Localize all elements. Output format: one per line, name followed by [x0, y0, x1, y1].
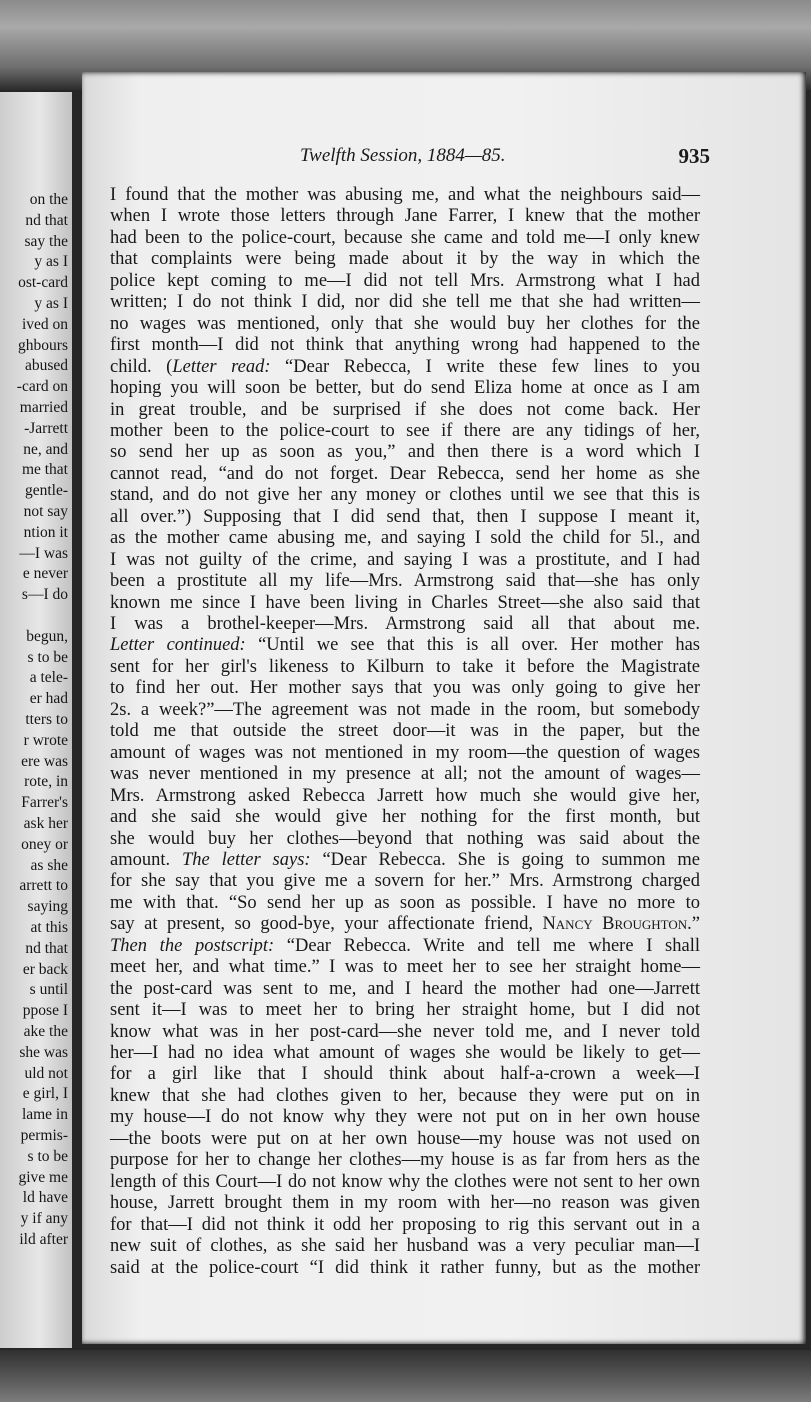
italic-phrase: Then the postscript: — [110, 935, 275, 956]
text-run: sent for her girl's likeness to Kilburn to take it before the Magistrate — [110, 656, 700, 677]
text-line — [110, 507, 700, 529]
left-page-line: ere was — [21, 752, 68, 770]
text-line — [110, 957, 700, 979]
text-run: I was a brothel-keeper—Mrs. Armstrong said all that about me. — [110, 614, 700, 634]
left-page-line: oney or — [21, 835, 68, 853]
left-page-line: rote, in — [24, 773, 68, 791]
left-page-line: uld not — [24, 1064, 68, 1082]
text-line — [110, 464, 700, 486]
text-run: “Dear Rebecca. She is going to summon me — [310, 849, 700, 870]
text-run: “Dear Rebecca. Write and tell me where I shall — [274, 935, 700, 956]
text-run: so send her up as soon as you,” and then there is a word which I — [110, 442, 700, 463]
text-line — [110, 1172, 700, 1194]
text-run: that complaints were being made about it by the way in which the — [110, 249, 700, 270]
text-run: written; I do not think I did, nor did she tell me that she had written— — [110, 292, 700, 313]
left-page-line: y as I — [34, 295, 68, 312]
left-page-line: at this — [30, 919, 68, 936]
text-line — [110, 786, 700, 808]
text-line — [110, 893, 700, 915]
left-page-line: e girl, I — [22, 1085, 68, 1103]
left-page-line: s until — [29, 981, 68, 999]
left-page-line: ost-card — [18, 274, 68, 292]
text-run: and she said she would give her nothing for the first month, but — [110, 807, 700, 828]
page-number: 935 — [678, 144, 710, 168]
left-page-line: abused — [24, 357, 68, 375]
left-page-line: er back — [22, 960, 68, 978]
left-page-line: ghbours — [18, 336, 68, 354]
text-line — [110, 1150, 700, 1172]
text-line — [110, 1107, 700, 1129]
text-run: in great trouble, and be surprised if she does not come back. Her — [110, 399, 700, 420]
text-run: mother been to the police-court to see if there are any tidings of her, — [110, 420, 700, 441]
italic-phrase: Letter continued: — [110, 635, 246, 656]
text-run: for a girl like that I should think about half-a-crown a week—I — [110, 1064, 700, 1085]
text-run: I found that the mother was abusing me, and what the neighbours said— — [110, 185, 700, 205]
signature-name: Nancy Broughton — [542, 914, 688, 935]
text-line — [110, 1215, 700, 1237]
text-run: for that—I did not think it odd her proposing to rig this servant out in a — [110, 1214, 700, 1235]
text-run: known me since I have been living in Charles Street—she also said that — [110, 592, 700, 613]
text-run: meet her, and what time.” I was to meet her to see her straight home— — [110, 957, 700, 978]
text-run: amount. — [110, 849, 182, 870]
text-line — [110, 700, 700, 722]
text-line — [110, 1043, 700, 1065]
left-page-line: ask her — [23, 815, 68, 832]
left-page-line: ntion it — [23, 523, 68, 541]
text-line — [110, 1000, 700, 1022]
text-line — [110, 914, 700, 936]
left-page-line: not say — [23, 503, 68, 520]
text-line — [110, 743, 700, 765]
text-run: as the mother came abusing me, and saying I sold the child for 5l., and — [110, 528, 700, 549]
text-run: been a prostitute all my life—Mrs. Armstrong said that—she has only — [110, 571, 700, 592]
text-line — [110, 614, 700, 636]
left-page-line: Farrer's — [21, 794, 68, 812]
left-page-line: s—I do — [21, 586, 68, 604]
text-line — [110, 936, 700, 958]
text-line — [110, 378, 700, 400]
text-line — [110, 979, 700, 1001]
left-page-line: permis- — [20, 1127, 68, 1144]
left-page-line: ne, and — [23, 440, 68, 458]
text-run: child. ( — [110, 356, 173, 377]
text-line — [110, 635, 700, 657]
text-run: —the boots were put on at her own house—my house was not used on — [110, 1128, 700, 1149]
italic-phrase: Letter read: — [172, 356, 271, 377]
text-run: say at present, so good-bye, your affectionate friend, — [110, 914, 543, 935]
text-run: know what was in her post-card—she never told me, and I never told — [110, 1021, 700, 1042]
left-page-line: ived on — [21, 315, 68, 333]
text-run: Mrs. Armstrong asked Rebecca Jarrett how much she would give her, — [110, 785, 700, 806]
left-page-line: begun, — [26, 627, 68, 645]
left-page-line: e never — [22, 565, 68, 583]
text-run: “Until we see that this is all over. Her mother has — [245, 635, 700, 656]
text-run: had been to the police-court, because she came and told me—I only knew — [110, 227, 700, 248]
text-line — [110, 228, 700, 250]
left-page-line: -card on — [16, 378, 68, 396]
text-line — [110, 1129, 700, 1151]
left-page-line: s to be — [27, 648, 68, 666]
text-line — [110, 206, 700, 228]
text-line — [110, 249, 700, 271]
text-run: knew that she had clothes given to her, because they were put on in — [110, 1085, 700, 1106]
left-page-line: ake the — [23, 1023, 68, 1040]
text-run: length of this Court—I do not know why the clothes were not sent to her own — [110, 1171, 700, 1192]
text-run: house, Jarrett brought them in my room with her—no reason was given — [110, 1193, 700, 1214]
text-line — [110, 357, 700, 379]
left-page-line: ld have — [22, 1189, 68, 1207]
text-line — [110, 829, 700, 851]
text-line — [110, 871, 700, 893]
left-page-line: a tele- — [29, 669, 68, 687]
text-line — [110, 528, 700, 550]
left-page-line: —I was — [19, 544, 68, 562]
text-line — [110, 1086, 700, 1108]
text-run: new suit of clothes, as she said her husband was a very peculiar man—I — [110, 1236, 700, 1257]
text-line — [110, 1258, 700, 1280]
left-page-line: r wrote — [23, 731, 68, 749]
text-run: all over.”) Supposing that I did send that, then I suppose I meant it, — [110, 506, 700, 527]
text-run: first month—I did not think that anything wrong had happened to the — [110, 335, 700, 356]
left-page-line: y if any — [20, 1210, 68, 1228]
left-page-line: married — [19, 399, 68, 416]
text-run: amount of wages was not mentioned in my room—the question of wages — [110, 742, 700, 763]
text-line — [110, 721, 700, 743]
left-page-line: saying — [27, 898, 68, 916]
text-line — [110, 1236, 700, 1258]
text-line — [110, 1022, 700, 1044]
left-page-line: gentle- — [24, 482, 68, 500]
left-page-line: -Jarrett — [24, 419, 68, 437]
left-page-line: me that — [21, 461, 68, 479]
text-run: cannot read, “and do not forget. Dear Rebecca, send her home as she — [110, 463, 700, 484]
left-page-line: tters to — [25, 711, 68, 728]
text-line — [110, 678, 700, 700]
text-run: said at the police-court “I did think it rather funny, but as the mother — [110, 1257, 700, 1278]
text-line — [110, 1193, 700, 1215]
text-run: me with that. “So send her up as soon as possible. I have no more to — [110, 892, 700, 913]
text-line — [110, 335, 700, 357]
text-run: purpose for her to change her clothes—my house is as far from hers as the — [110, 1150, 700, 1171]
text-line — [110, 292, 700, 314]
background-bottom — [0, 1350, 811, 1402]
text-line — [110, 807, 700, 829]
text-line — [110, 657, 700, 679]
left-page-line: nd that — [25, 211, 68, 229]
text-run: when I wrote those letters through Jane Farrer, I knew that the mother — [110, 206, 700, 227]
left-page-line: say the — [24, 232, 68, 250]
text-line — [110, 185, 700, 207]
left-page — [0, 92, 72, 1348]
text-run: her—I had no idea what amount of wages she would be likely to get— — [110, 1043, 700, 1063]
text-line — [110, 421, 700, 443]
text-run: was never mentioned in my presence at all; not the amount of wages— — [110, 764, 700, 785]
text-run: no wages was mentioned, only that she would buy her clothes for the — [110, 313, 700, 334]
left-page-line: s to be — [27, 1147, 68, 1165]
left-page-line: lame in — [21, 1106, 68, 1124]
text-run: told me that outside the street door—it was in the paper, but the — [110, 721, 700, 742]
text-line — [110, 1064, 700, 1086]
running-title: Twelfth Session, 1884—85. — [300, 145, 506, 166]
text-run: for she say that you give me a sovern for her.” Mrs. Armstrong charged — [110, 871, 700, 892]
text-line — [110, 764, 700, 786]
text-run: “Dear Rebecca, I write these few lines to you — [270, 356, 700, 377]
left-page-line: ild after — [19, 1231, 68, 1248]
text-line — [110, 550, 700, 572]
text-run: she would buy her clothes—beyond that nothing was said about the — [110, 828, 700, 849]
left-page-line: er had — [29, 690, 68, 708]
text-line — [110, 850, 700, 872]
text-line — [110, 571, 700, 593]
left-page-line: as she — [30, 856, 68, 874]
italic-phrase: The letter says: — [182, 849, 311, 870]
text-line — [110, 485, 700, 507]
text-line — [110, 271, 700, 293]
left-page-line: give me — [18, 1168, 68, 1186]
text-line — [110, 314, 700, 336]
text-run: hoping you will soon be better, but do send Eliza home at once as I am — [110, 378, 700, 399]
text-run: 2s. a week?”—The agreement was not made in the room, but somebody — [110, 699, 700, 720]
text-run: to find her out. Her mother says that you was only going to give her — [110, 678, 700, 699]
left-page-line: on the — [29, 191, 68, 208]
text-run: the post-card was sent to me, and I heard the mother had one—Jarrett — [110, 978, 700, 999]
text-run: I was not guilty of the crime, and saying I was a prostitute, and I had — [110, 549, 700, 570]
text-line — [110, 593, 700, 615]
left-page-line: she was — [19, 1043, 68, 1061]
text-run: .” — [687, 914, 700, 935]
text-line — [110, 442, 700, 464]
left-page-line: nd that — [25, 939, 68, 957]
text-line — [110, 400, 700, 422]
text-run: stand, and do not give her any money or clothes until we see that this is — [110, 485, 700, 506]
text-run: my house—I do not know why they were not put on in her own house — [110, 1107, 700, 1128]
page-header — [110, 145, 710, 169]
left-page-line: y as I — [34, 253, 68, 271]
text-run: police kept coming to me—I did not tell Mrs. Armstrong what I had — [110, 270, 700, 291]
left-page-line: arrett to — [19, 877, 68, 895]
left-page-line: ppose I — [22, 1002, 68, 1020]
text-run: sent it—I was to meet her to bring her straight home, but I did not — [110, 1000, 700, 1021]
